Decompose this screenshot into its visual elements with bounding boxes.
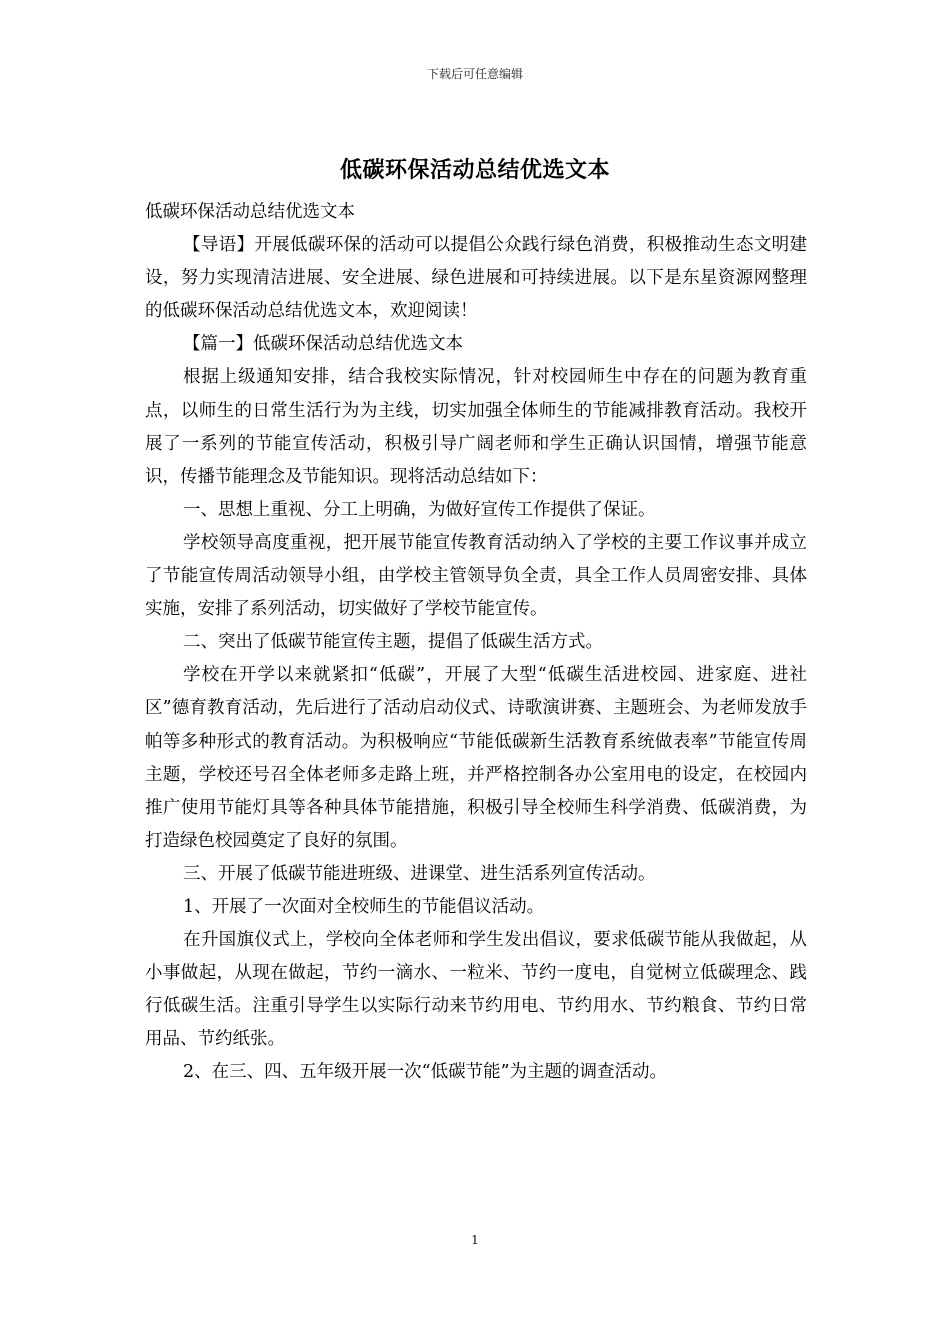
body-paragraph: 在升国旗仪式上，学校向全体老师和学生发出倡议，要求低碳节能从我做起，从小事做起，从现在做起，节约一滴水、一粒米、节约一度电，自觉树立低碳理念、践行低碳生活。注重引导学生以实际行动来节约用电、节约用水、节约粮食、节约日常用品、节约纸张。	[145, 930, 807, 1050]
page-number: 1	[471, 1233, 479, 1247]
document-body	[145, 196, 807, 1090]
header-note: 下载后可任意编辑	[426, 67, 523, 81]
intro-paragraph: 【导语】开展低碳环保的活动可以提倡公众践行绿色消费，积极推动生态文明建设，努力实现清洁进展、安全进展、绿色进展和可持续进展。以下是东星资源网整理的低碳环保活动总结优选文本，欢迎阅读！	[145, 235, 807, 322]
section-heading-part-one: 【篇一】低碳环保活动总结优选文本	[183, 334, 463, 355]
section-heading-two: 二、突出了低碳节能宣传主题，提倡了低碳生活方式。	[183, 632, 603, 653]
section-heading-one: 一、思想上重视、分工上明确，为做好宣传工作提供了保证。	[183, 499, 656, 520]
body-paragraph: 根据上级通知安排，结合我校实际情况，针对校园师生中存在的问题为教育重点，以师生的日常生活行为为主线，切实加强全体师生的节能减排教育活动。我校开展了一系列的节能宣传活动，积极引导广阔老师和学生正确认识国情，增强节能意识，传播节能理念及节能知识。现将活动总结如下：	[145, 367, 807, 487]
body-paragraph: 学校领导高度重视，把开展节能宣传教育活动纳入了学校的主要工作议事并成立了节能宣传周活动领导小组，由学校主管领导负全责，具全工作人员周密安排、具体实施，安排了系列活动，切实做好了学校节能宣传。	[145, 532, 807, 620]
list-item-one: 1、开展了一次面对全校师生的节能倡议活动。	[183, 896, 545, 917]
document-title: 低碳环保活动总结优选文本	[339, 157, 610, 183]
subtitle-paragraph: 低碳环保活动总结优选文本	[145, 202, 355, 222]
body-paragraph: 学校在开学以来就紧扣“低碳”，开展了大型“低碳生活进校园、进家庭、进社区”德育教育活动，先后进行了活动启动仪式、诗歌演讲赛、主题班会、为老师发放手帕等多种形式的教育活动。为积极响应“节能低碳新生活教育系统做表率”节能宣传周主题，学校还号召全体老师多走路上班，并严格控制各办公室用电的设定，在校园内推广使用节能灯具等各种具体节能措施，积极引导全校师生科学消费、低碳消费，为打造绿色校园奠定了良好的氛围。	[145, 665, 807, 851]
section-heading-three: 三、开展了低碳节能进班级、进课堂、进生活系列宣传活动。	[183, 863, 656, 884]
list-item-two: 2、在三、四、五年级开展一次“低碳节能”为主题的调查活动。	[183, 1062, 668, 1083]
